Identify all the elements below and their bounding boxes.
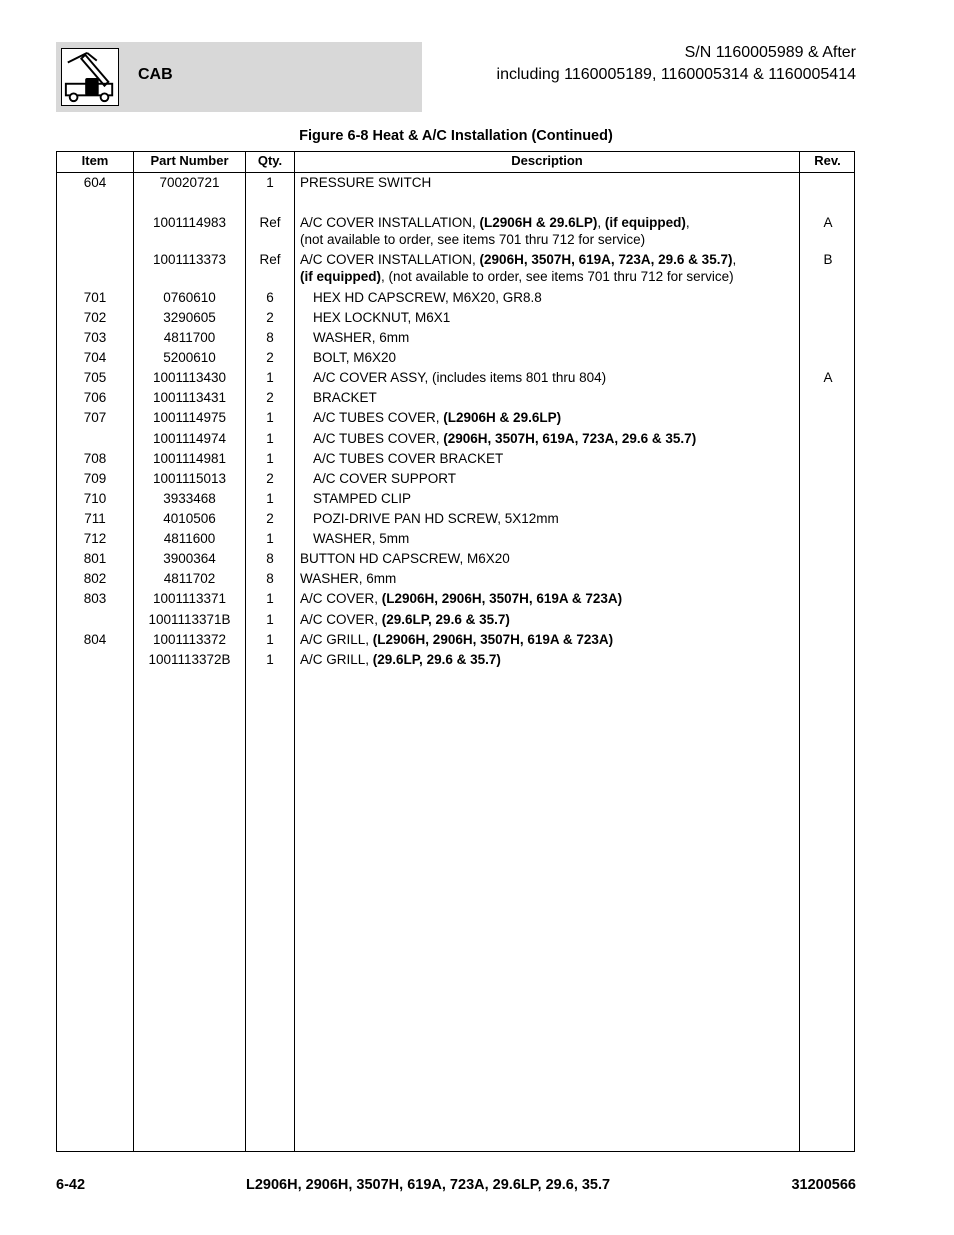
description-line	[313, 289, 813, 306]
description-text: A/C COVER INSTALLATION,	[300, 215, 480, 230]
description	[313, 389, 813, 406]
description	[313, 530, 813, 547]
column-header-part-number: Part Number	[150, 153, 229, 168]
quantity: 1	[266, 175, 274, 190]
part-number: 1001113373	[152, 252, 227, 267]
description	[313, 309, 813, 326]
description-line	[313, 510, 813, 527]
description	[313, 430, 813, 447]
description	[300, 590, 800, 607]
description	[300, 570, 800, 587]
quantity: 2	[266, 350, 274, 365]
description-text: A/C GRILL,	[300, 652, 373, 667]
description-text: (L2906H & 29.6LP)	[479, 215, 598, 230]
description-line	[313, 389, 813, 406]
column-header-item: Item	[81, 153, 109, 168]
part-number: 4811600	[163, 531, 216, 546]
description-text: A/C TUBES COVER BRACKET	[313, 451, 504, 466]
description	[300, 251, 800, 285]
description-text: (29.6LP, 29.6 & 35.7)	[372, 652, 501, 667]
revision: B	[823, 252, 833, 267]
description-line	[313, 309, 813, 326]
quantity: 8	[266, 330, 274, 345]
item-number: 801	[83, 551, 107, 566]
description-line	[300, 611, 800, 628]
part-number: 1001113431	[152, 390, 227, 405]
description-text: A/C COVER,	[300, 612, 382, 627]
description-line	[300, 651, 800, 668]
description-line	[313, 349, 813, 366]
quantity: 2	[266, 471, 274, 486]
description-line	[300, 631, 800, 648]
revision: A	[823, 215, 833, 230]
description	[300, 611, 800, 628]
description-text: (2906H, 3507H, 619A, 723A, 29.6 & 35.7)	[443, 431, 697, 446]
description-text: A/C COVER ASSY, (includes items 801 thru 804)	[313, 370, 607, 385]
description-line	[313, 369, 813, 386]
description-text: WASHER, 6mm	[300, 571, 397, 586]
description-text: A/C COVER,	[300, 591, 382, 606]
part-number: 3900364	[163, 551, 216, 566]
quantity: 1	[266, 531, 274, 546]
description-line	[300, 570, 800, 587]
model-list: L2906H, 2906H, 3507H, 619A, 723A, 29.6LP, 29.6, 35.7	[246, 1177, 611, 1193]
description-line	[300, 268, 800, 285]
part-number: 0760610	[163, 290, 216, 305]
description-text: PRESSURE SWITCH	[300, 175, 432, 190]
description-line	[300, 590, 800, 607]
part-number: 1001115013	[152, 471, 227, 486]
description-text: WASHER, 5mm	[313, 531, 410, 546]
description-text: (2906H, 3507H, 619A, 723A, 29.6 & 35.7)	[479, 252, 733, 267]
description-text: HEX LOCKNUT, M6X1	[313, 310, 451, 325]
description-text: (L2906H, 2906H, 3507H, 619A & 723A)	[372, 632, 614, 647]
description-line	[313, 430, 813, 447]
part-number: 4010506	[163, 511, 216, 526]
description-text: ,	[732, 252, 737, 267]
description	[313, 349, 813, 366]
description	[300, 631, 800, 648]
part-number: 1001113372B	[148, 652, 231, 667]
quantity: 2	[266, 511, 274, 526]
part-number: 1001113371	[152, 591, 227, 606]
item-number: 702	[83, 310, 107, 325]
description	[313, 450, 813, 467]
telehandler-icon	[61, 48, 119, 106]
part-number: 1001113430	[152, 370, 227, 385]
item-number: 803	[83, 591, 107, 606]
item-number: 705	[83, 370, 107, 385]
column-header-rev: Rev.	[814, 153, 841, 168]
page-number: 6-42	[56, 1177, 86, 1193]
description	[313, 369, 813, 386]
item-number: 709	[83, 471, 107, 486]
part-number: 3290605	[163, 310, 216, 325]
part-number: 1001114974	[152, 431, 227, 446]
description-text: POZI-DRIVE PAN HD SCREW, 5X12mm	[313, 511, 559, 526]
quantity: 1	[266, 451, 274, 466]
description-text: BUTTON HD CAPSCREW, M6X20	[300, 551, 510, 566]
quantity: 1	[266, 491, 274, 506]
quantity: 1	[266, 612, 274, 627]
part-number: 5200610	[163, 350, 216, 365]
description-line	[313, 470, 813, 487]
quantity: 1	[266, 591, 274, 606]
description	[313, 510, 813, 527]
description-text: , (not available to order, see items 701 thru 712 for service)	[381, 269, 734, 284]
description-text: ,	[685, 215, 690, 230]
part-number: 1001113371B	[148, 612, 231, 627]
description-text: (L2906H, 2906H, 3507H, 619A & 723A)	[381, 591, 623, 606]
quantity: 1	[266, 431, 274, 446]
item-number: 706	[83, 390, 107, 405]
column-divider	[294, 152, 295, 1151]
description-text: A/C TUBES COVER,	[313, 431, 444, 446]
quantity: 1	[266, 632, 274, 647]
serial-number-range	[497, 42, 856, 86]
description-line	[300, 174, 800, 191]
item-number: 704	[83, 350, 107, 365]
description-text: A/C COVER SUPPORT	[313, 471, 457, 486]
item-number: 712	[83, 531, 107, 546]
header-divider	[57, 172, 854, 173]
document-number: 31200566	[791, 1177, 856, 1193]
description-text: (L2906H & 29.6LP)	[443, 410, 562, 425]
description-text: A/C COVER INSTALLATION,	[300, 252, 480, 267]
item-number: 804	[83, 632, 107, 647]
column-header-description: Description	[511, 153, 583, 168]
description-line	[313, 409, 813, 426]
description-text: WASHER, 6mm	[313, 330, 410, 345]
description	[313, 329, 813, 346]
section-title: CAB	[138, 66, 173, 83]
parts-table	[56, 151, 855, 1152]
description-text: A/C TUBES COVER,	[313, 410, 444, 425]
item-number: 703	[83, 330, 107, 345]
description-line	[313, 450, 813, 467]
quantity: Ref	[259, 252, 281, 267]
description	[313, 490, 813, 507]
item-number: 802	[83, 571, 107, 586]
quantity: 1	[266, 410, 274, 425]
part-number: 1001114975	[152, 410, 227, 425]
serial-line-1: S/N 1160005989 & After	[684, 44, 856, 61]
quantity: 2	[266, 310, 274, 325]
quantity: 1	[266, 652, 274, 667]
quantity: Ref	[259, 215, 281, 230]
part-number: 1001113372	[152, 632, 227, 647]
part-number: 70020721	[159, 175, 220, 190]
description	[313, 470, 813, 487]
serial-line-2: including 1160005189, 1160005314 & 1160005414	[496, 66, 856, 83]
part-number: 4811702	[163, 571, 216, 586]
quantity: 1	[266, 370, 274, 385]
description	[300, 651, 800, 668]
description	[300, 550, 800, 567]
description	[300, 174, 800, 191]
quantity: 8	[266, 551, 274, 566]
item-number: 701	[83, 290, 107, 305]
part-number: 1001114981	[152, 451, 227, 466]
description	[313, 409, 813, 426]
description-text: BOLT, M6X20	[313, 350, 397, 365]
column-header-qty: Qty.	[257, 153, 283, 168]
description-text: (if equipped)	[604, 215, 686, 230]
quantity: 2	[266, 390, 274, 405]
part-number: 4811700	[163, 330, 216, 345]
description	[313, 289, 813, 306]
description-line	[300, 251, 800, 268]
description-text: ,	[597, 215, 605, 230]
description-text: (not available to order, see items 701 thru 712 for service)	[300, 232, 646, 247]
figure-title: Figure 6-8 Heat & A/C Installation (Continued)	[299, 128, 613, 144]
description-text: (if equipped)	[300, 269, 381, 284]
description-line	[313, 490, 813, 507]
item-number: 711	[84, 511, 106, 526]
description-text: HEX HD CAPSCREW, M6X20, GR8.8	[313, 290, 542, 305]
description-line	[313, 530, 813, 547]
description-line	[313, 329, 813, 346]
description-text: (29.6LP, 29.6 & 35.7)	[381, 612, 510, 627]
description-line	[300, 231, 800, 248]
item-number: 604	[83, 175, 107, 190]
quantity: 8	[266, 571, 274, 586]
description-text: A/C GRILL,	[300, 632, 373, 647]
description-text: STAMPED CLIP	[313, 491, 412, 506]
part-number: 1001114983	[152, 215, 227, 230]
part-number: 3933468	[163, 491, 216, 506]
description-line	[300, 214, 800, 231]
description-text: BRACKET	[313, 390, 377, 405]
item-number: 708	[83, 451, 107, 466]
item-number: 710	[83, 491, 107, 506]
description	[300, 214, 800, 248]
revision: A	[823, 370, 833, 385]
quantity: 6	[266, 290, 274, 305]
description-line	[300, 550, 800, 567]
item-number: 707	[83, 410, 107, 425]
